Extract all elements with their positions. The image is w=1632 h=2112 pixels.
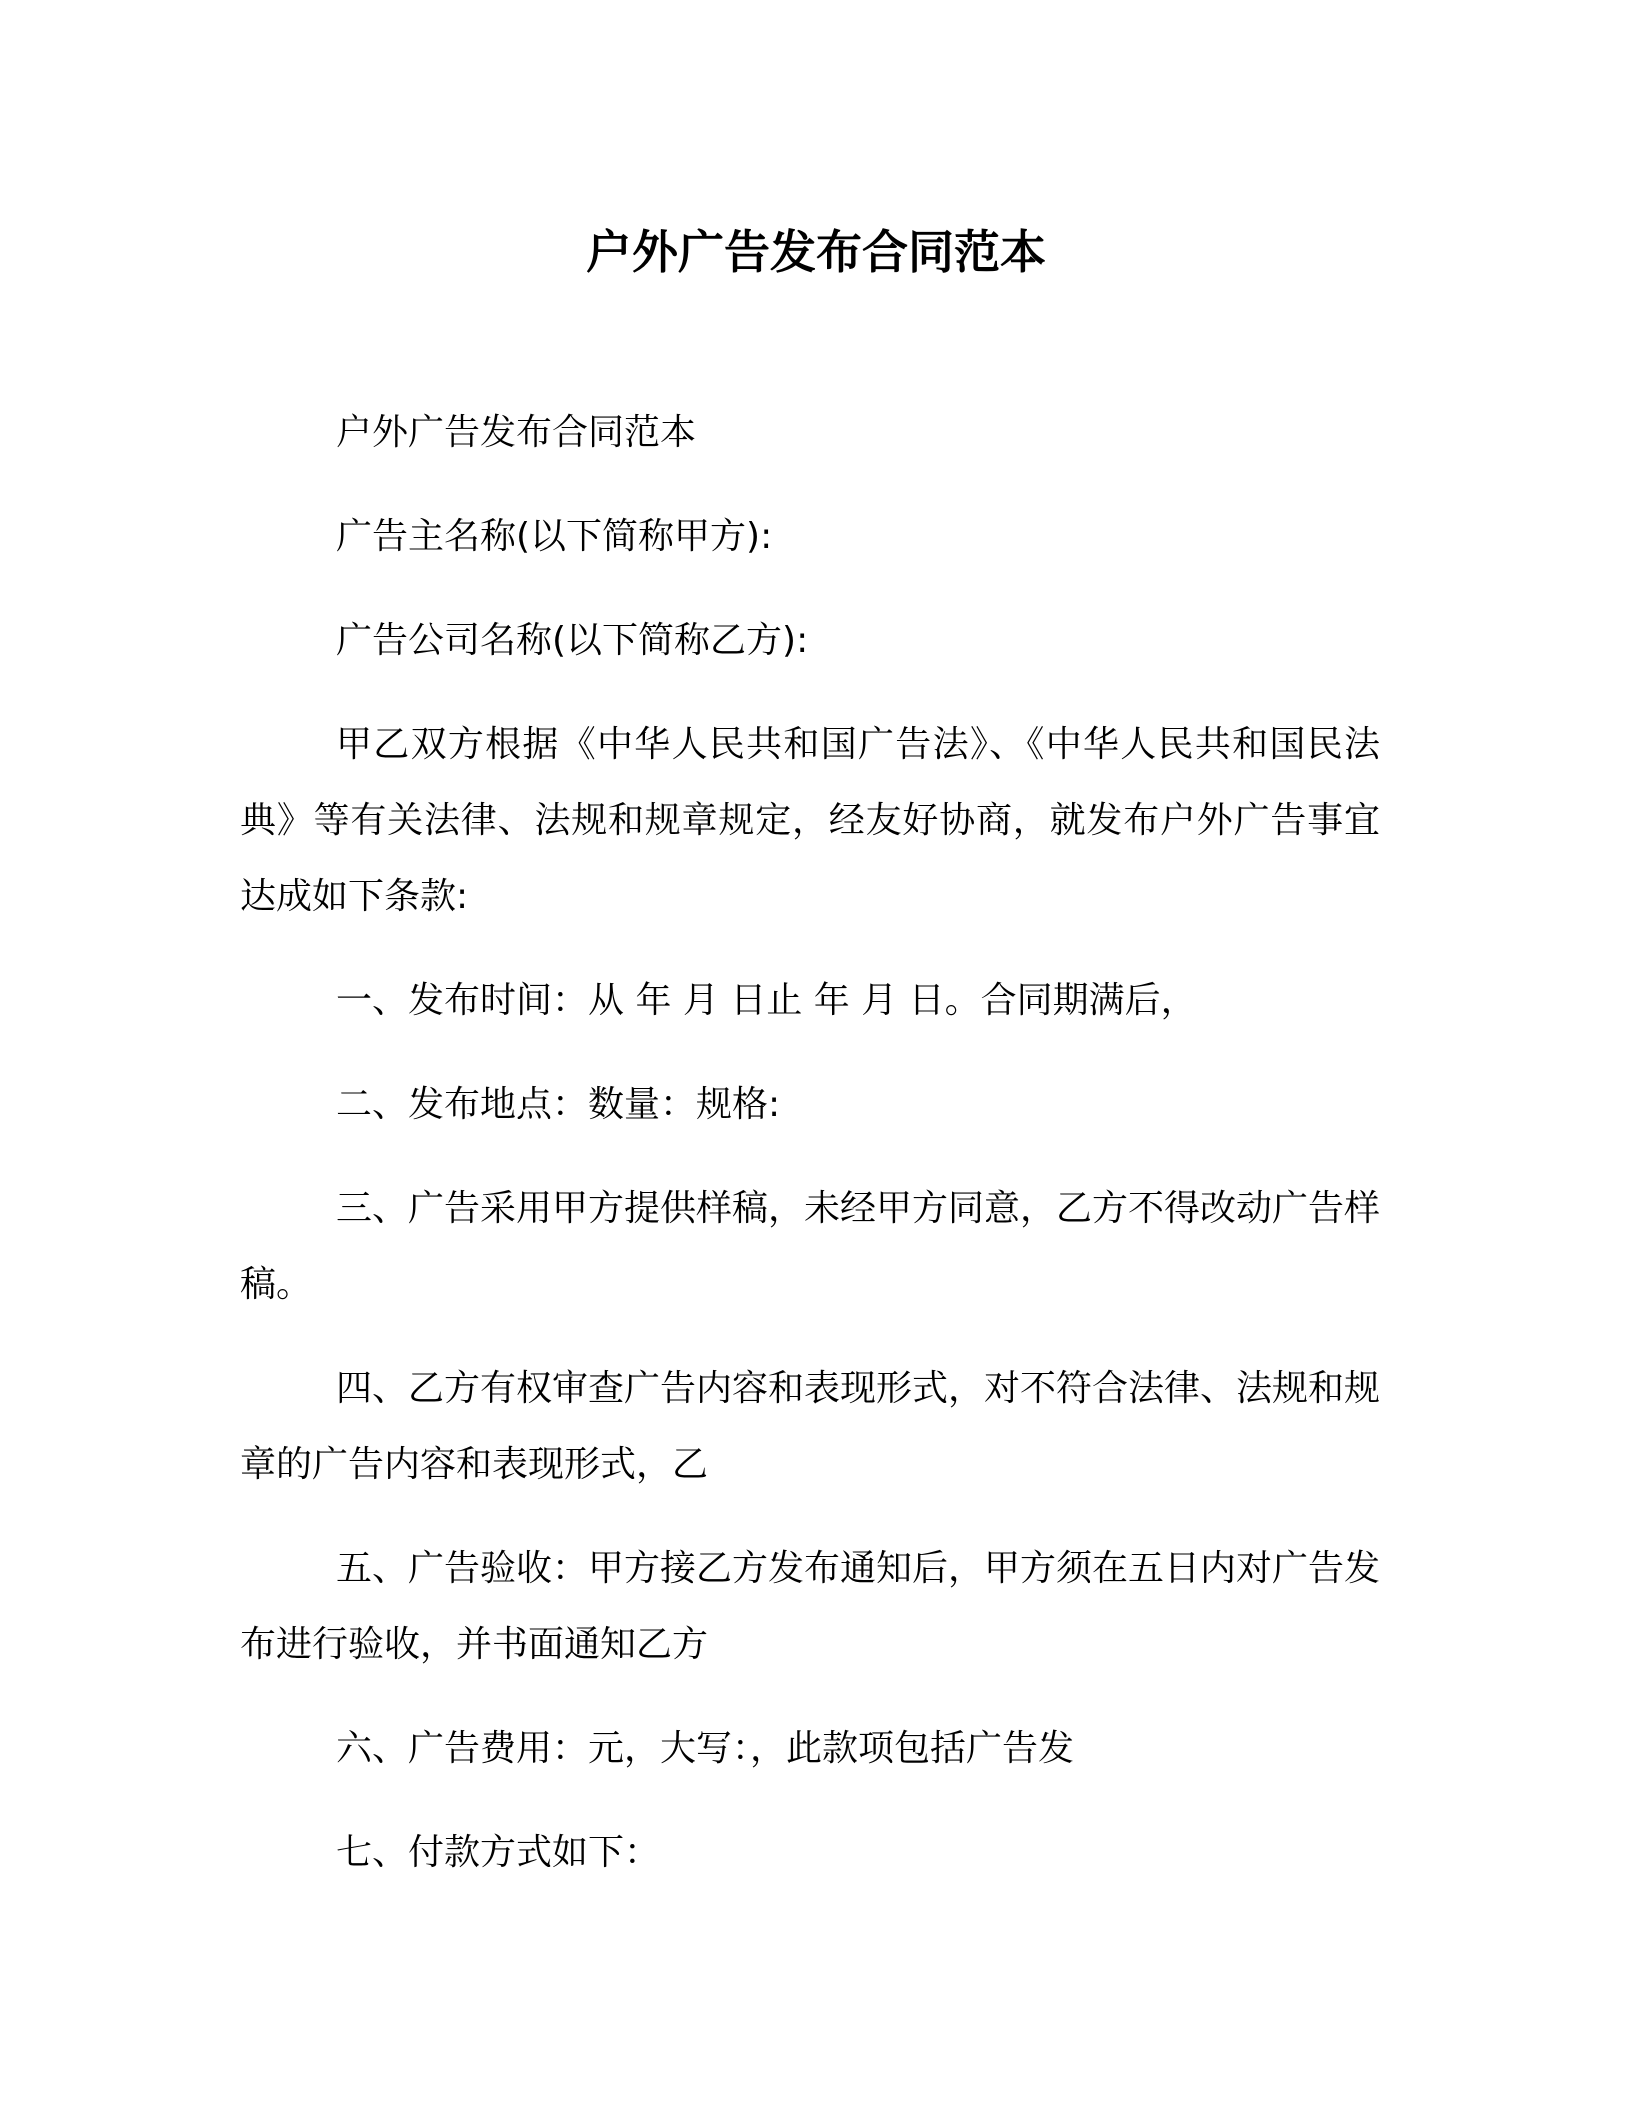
paragraph-clause-3: 三、广告采用甲方提供样稿，未经甲方同意，乙方不得改动广告样稿。 bbox=[240, 1188, 1381, 1305]
paragraph-clause-4: 四、乙方有权审查广告内容和表现形式，对不符合法律、法规和规章的广告内容和表现形式，乙 bbox=[240, 1368, 1381, 1485]
paragraph-clause-7: 七、付款方式如下： bbox=[336, 1832, 661, 1873]
paragraph-party-a: 广告主名称(以下简称甲方): bbox=[336, 516, 773, 557]
document-body bbox=[240, 395, 1380, 1919]
paragraph-clause-2: 二、发布地点：数量：规格: bbox=[336, 1084, 781, 1125]
paragraph-preamble: 甲乙双方根据《中华人民共和国广告法》、《中华人民共和国民法典》等有关法律、法规和规章规定，经友好协商，就发布户外广告事宜达成如下条款: bbox=[240, 724, 1380, 917]
paragraph-clause-5: 五、广告验收：甲方接乙方发布通知后，甲方须在五日内对广告发布进行验收，并书面通知乙方 bbox=[240, 1548, 1381, 1665]
paragraph-party-b: 广告公司名称(以下简称乙方): bbox=[336, 620, 809, 661]
document-title: 户外广告发布合同范本 bbox=[586, 225, 1046, 279]
paragraph-clause-6: 六、广告费用：元，大写：，此款项包括广告发 bbox=[336, 1728, 1075, 1769]
paragraph-clause-1: 一、发布时间：从 年 月 日止 年 月 日。合同期满后， bbox=[336, 980, 1197, 1021]
paragraph-subtitle: 户外广告发布合同范本 bbox=[336, 412, 697, 453]
